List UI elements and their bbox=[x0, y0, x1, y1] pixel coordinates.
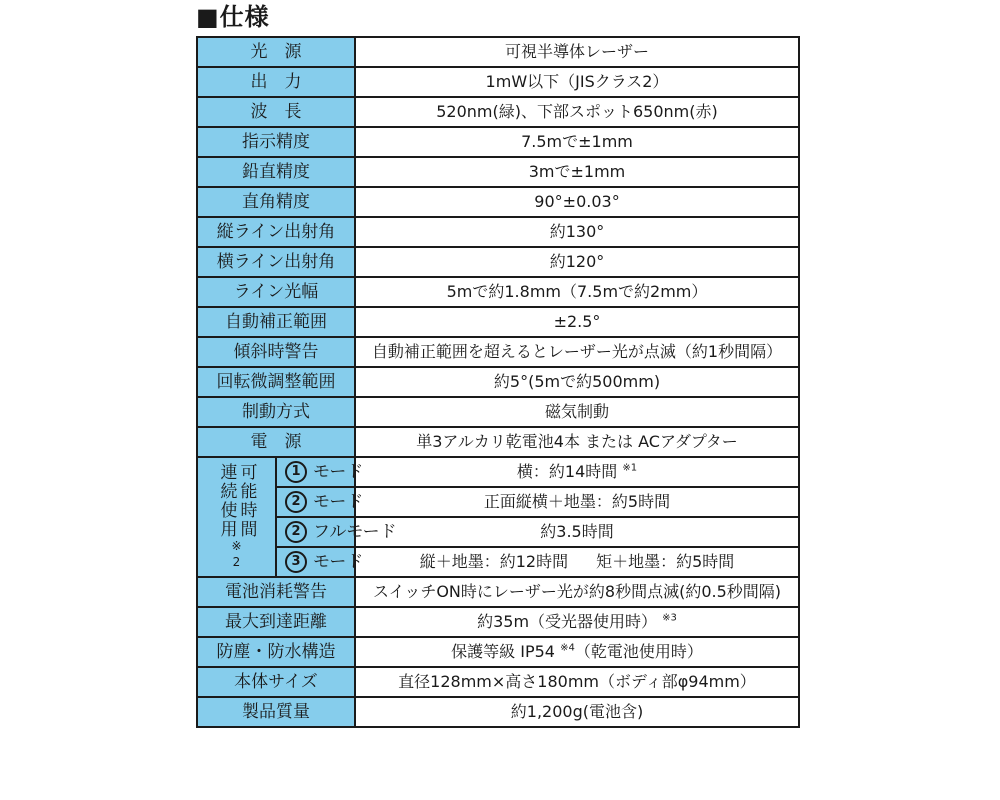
footnote-mark: ※1 bbox=[622, 462, 638, 474]
row-label: 指示精度 bbox=[197, 127, 355, 157]
row-label: 直角精度 bbox=[197, 187, 355, 217]
row-value: 可視半導体レーザー bbox=[355, 37, 799, 67]
row-value: 1mW以下（JISクラス2） bbox=[355, 67, 799, 97]
table-row bbox=[197, 457, 799, 487]
row-label: 縦ライン出射角 bbox=[197, 217, 355, 247]
continuous-use-group-label bbox=[197, 457, 276, 577]
table-row bbox=[197, 607, 799, 637]
mode-number-icon: 2 bbox=[285, 521, 307, 543]
spec-table bbox=[196, 36, 800, 728]
table-row bbox=[197, 247, 799, 277]
row-value: 5mで約1.8mm（7.5mで約2mm） bbox=[355, 277, 799, 307]
table-row bbox=[197, 637, 799, 667]
row-value: 90°±0.03° bbox=[355, 187, 799, 217]
row-value: 約5°(5mで約500mm) bbox=[355, 367, 799, 397]
row-value: 3mで±1mm bbox=[355, 157, 799, 187]
mode-label bbox=[276, 487, 364, 517]
row-label: 電池消耗警告 bbox=[197, 577, 355, 607]
table-row bbox=[197, 157, 799, 187]
row-label: 波 長 bbox=[197, 97, 355, 127]
row-label: 防塵・防水構造 bbox=[197, 637, 355, 667]
row-value: 約1,200g(電池含) bbox=[355, 697, 799, 727]
table-row bbox=[197, 517, 799, 547]
mode-name: モード bbox=[313, 552, 364, 572]
value-text-post: （乾電池使用時） bbox=[574, 642, 703, 661]
footnote-mark: ※3 bbox=[662, 612, 677, 624]
row-value: 7.5mで±1mm bbox=[355, 127, 799, 157]
row-label: 光 源 bbox=[197, 37, 355, 67]
row-value bbox=[355, 547, 799, 577]
table-row bbox=[197, 547, 799, 577]
table-row bbox=[197, 337, 799, 367]
table-row bbox=[197, 667, 799, 697]
row-label: 自動補正範囲 bbox=[197, 307, 355, 337]
table-row bbox=[197, 367, 799, 397]
mode-number-icon: 2 bbox=[285, 491, 307, 513]
mode-number-icon: 3 bbox=[285, 551, 307, 573]
row-label: 傾斜時警告 bbox=[197, 337, 355, 367]
table-row bbox=[197, 127, 799, 157]
mode-label bbox=[276, 547, 364, 577]
row-value: 正面縦横＋地墨：約5時間 bbox=[355, 487, 799, 517]
table-row bbox=[197, 697, 799, 727]
table-row bbox=[197, 307, 799, 337]
row-value: ±2.5° bbox=[355, 307, 799, 337]
continuous-use-note: ※2 bbox=[229, 539, 244, 571]
row-label: 電 源 bbox=[197, 427, 355, 457]
mode-value-a: 縦＋地墨：約12時間 bbox=[419, 552, 569, 571]
table-row bbox=[197, 277, 799, 307]
row-value: 約3.5時間 bbox=[355, 517, 799, 547]
table-row bbox=[197, 427, 799, 457]
row-value bbox=[355, 457, 799, 487]
row-value bbox=[355, 607, 799, 637]
row-label: 制動方式 bbox=[197, 397, 355, 427]
mode-name: フルモード bbox=[313, 522, 397, 542]
mode-label bbox=[276, 517, 397, 547]
row-value: 自動補正範囲を超えるとレーザー光が点滅（約1秒間隔） bbox=[355, 337, 799, 367]
row-label: 回転微調整範囲 bbox=[197, 367, 355, 397]
row-value: 磁気制動 bbox=[355, 397, 799, 427]
mode-value: 横：約14時間 bbox=[516, 462, 618, 481]
row-value: 約130° bbox=[355, 217, 799, 247]
table-row bbox=[197, 187, 799, 217]
row-label: 鉛直精度 bbox=[197, 157, 355, 187]
row-value: 520nm(緑)、下部スポット650nm(赤) bbox=[355, 97, 799, 127]
table-row bbox=[197, 397, 799, 427]
row-label: 最大到達距離 bbox=[197, 607, 355, 637]
table-row bbox=[197, 577, 799, 607]
table-row bbox=[197, 97, 799, 127]
continuous-use-label-line: 連続使用 bbox=[216, 463, 237, 539]
continuous-use-label-line: 可能時間 bbox=[236, 463, 257, 539]
row-label: 本体サイズ bbox=[197, 667, 355, 697]
row-label: 出 力 bbox=[197, 67, 355, 97]
footnote-mark: ※4 bbox=[560, 642, 575, 654]
row-label: 横ライン出射角 bbox=[197, 247, 355, 277]
row-value: 約120° bbox=[355, 247, 799, 277]
table-row bbox=[197, 487, 799, 517]
page-title: ■仕様 bbox=[196, 3, 270, 31]
mode-label bbox=[276, 457, 364, 487]
row-value: スイッチON時にレーザー光が約8秒間点滅(約0.5秒間隔) bbox=[355, 577, 799, 607]
value-text: 約35m（受光器使用時） bbox=[477, 612, 658, 631]
row-label: ライン光幅 bbox=[197, 277, 355, 307]
row-value: 単3アルカリ乾電池4本 または ACアダプター bbox=[355, 427, 799, 457]
row-value: 直径128mm×高さ180mm（ボディ部φ94mm） bbox=[355, 667, 799, 697]
row-label: 製品質量 bbox=[197, 697, 355, 727]
table-row bbox=[197, 67, 799, 97]
value-text: 保護等級 IP54 bbox=[451, 642, 555, 661]
table-row bbox=[197, 217, 799, 247]
mode-value-b: 矩＋地墨：約5時間 bbox=[596, 552, 735, 571]
mode-name: モード bbox=[313, 492, 364, 512]
mode-name: モード bbox=[313, 462, 364, 482]
continuous-use-label bbox=[217, 463, 257, 539]
table-row bbox=[197, 37, 799, 67]
mode-number-icon: 1 bbox=[285, 461, 307, 483]
row-value bbox=[355, 637, 799, 667]
